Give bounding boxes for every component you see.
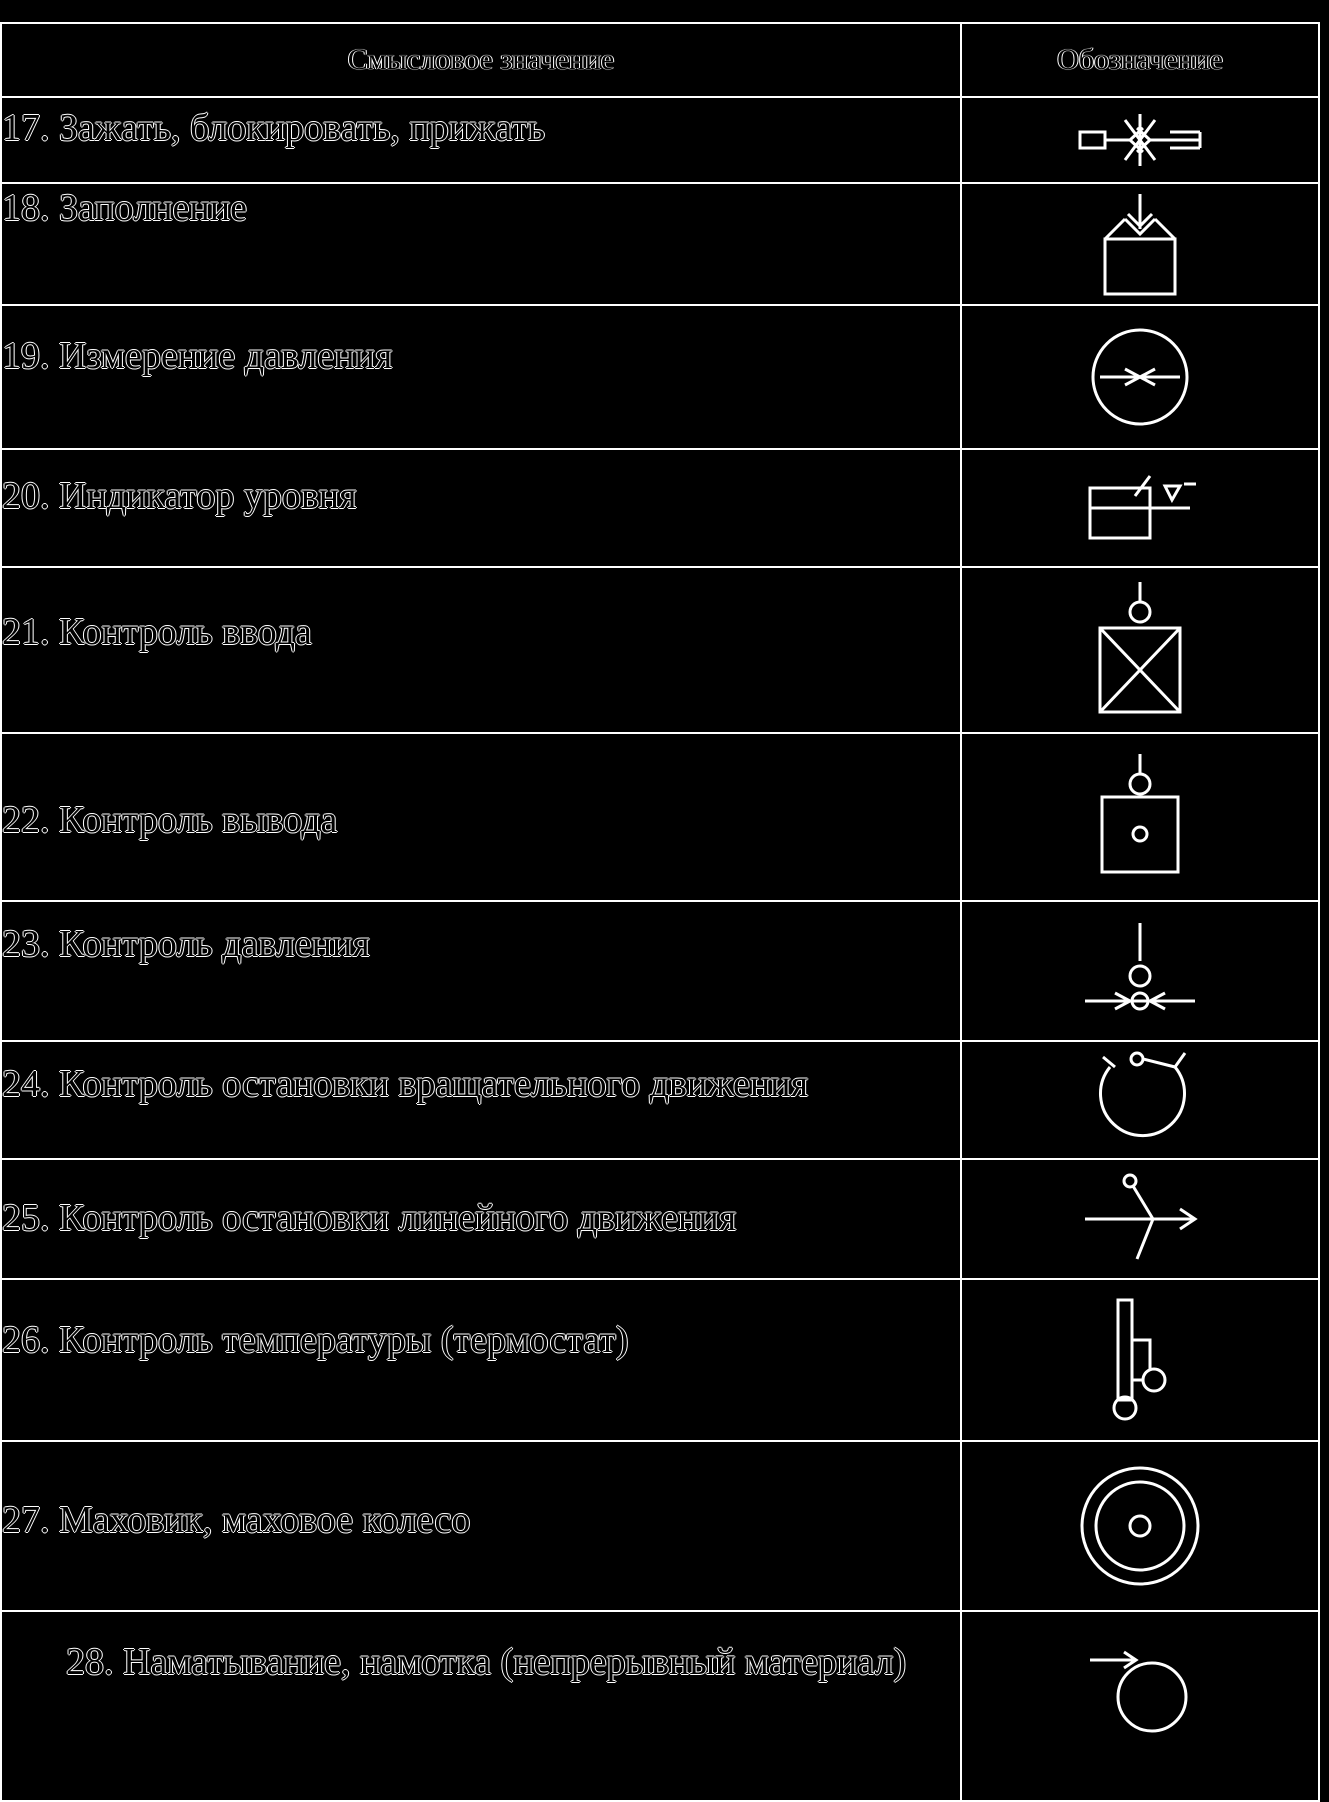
- row-text: 20. Индикатор уровня: [1, 449, 961, 567]
- symbols-table: [0, 22, 1320, 1802]
- header-symbol: Обозначение: [961, 23, 1319, 97]
- flywheel-icon: [1075, 1461, 1205, 1591]
- filling-icon: [1090, 189, 1190, 299]
- table-row: [1, 1279, 1319, 1441]
- table-row: [1, 567, 1319, 733]
- table-header-row: [1, 23, 1319, 97]
- header-meaning: Смысловое значение: [1, 23, 961, 97]
- row-text: 22. Контроль вывода: [1, 733, 961, 901]
- table-row: [1, 449, 1319, 567]
- row-text: 21. Контроль ввода: [1, 567, 961, 733]
- row-text: 19. Измерение давления: [1, 305, 961, 449]
- table-row: [1, 1441, 1319, 1611]
- row-text: 28. Наматывание, намотка (непрерывный материал): [1, 1611, 961, 1801]
- table-row: [1, 97, 1319, 183]
- table-row: [1, 733, 1319, 901]
- table-row: [1, 183, 1319, 305]
- pressure-measurement-icon: [1085, 322, 1195, 432]
- row-text: 17. Зажать, блокировать, прижать: [1, 97, 961, 183]
- level-indicator-icon: [1080, 468, 1200, 548]
- rotation-stop-control-icon: [1085, 1045, 1195, 1155]
- output-control-icon: [1090, 752, 1190, 882]
- row-text: 25. Контроль остановки линейного движения: [1, 1159, 961, 1279]
- thermostat-icon: [1090, 1290, 1190, 1430]
- row-text: 18. Заполнение: [1, 183, 961, 305]
- pressure-control-icon: [1080, 921, 1200, 1021]
- table-row: [1, 1041, 1319, 1159]
- table-row: [1, 901, 1319, 1041]
- row-text: 27. Маховик, маховое колесо: [1, 1441, 961, 1611]
- table-row: [1, 305, 1319, 449]
- row-text: 24. Контроль остановки вращательного движения: [1, 1041, 961, 1159]
- input-control-icon: [1090, 580, 1190, 720]
- row-text: 23. Контроль давления: [1, 901, 961, 1041]
- table-row: [1, 1611, 1319, 1801]
- row-text: 26. Контроль температуры (термостат): [1, 1279, 961, 1441]
- linear-stop-control-icon: [1075, 1169, 1205, 1269]
- table-row: [1, 1159, 1319, 1279]
- winding-icon: [1080, 1642, 1200, 1742]
- clamp-icon: [1075, 110, 1205, 170]
